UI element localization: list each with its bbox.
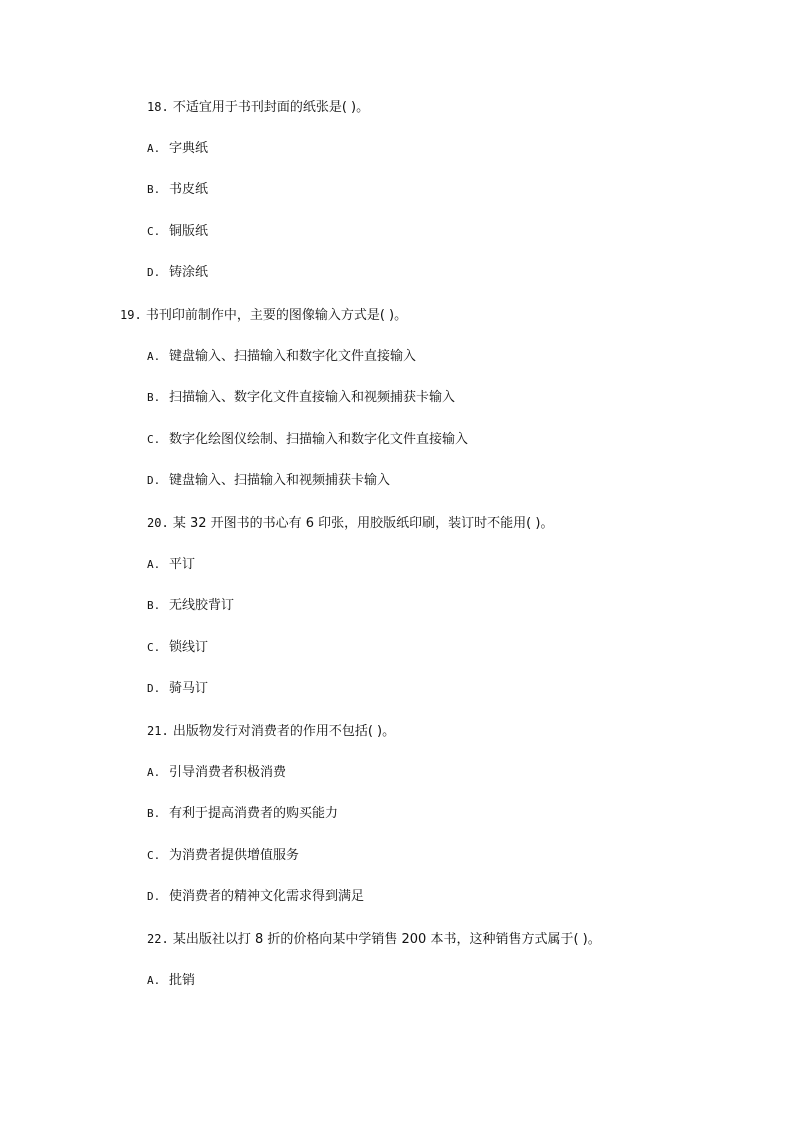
- option-21-b: [147, 806, 338, 822]
- option-text: 为消费者提供增值服务: [169, 848, 300, 863]
- option-text: 键盘输入、扫描输入和视频捕获卡输入: [169, 473, 391, 488]
- option-text: 扫描输入、数字化文件直接输入和视频捕获卡输入: [169, 390, 456, 405]
- option-letter: C.: [147, 433, 161, 446]
- question-number: 19.: [120, 308, 142, 322]
- option-19-a: [147, 349, 416, 365]
- option-letter: D.: [147, 266, 161, 279]
- option-18-a: [147, 141, 208, 157]
- option-text: 铜版纸: [169, 224, 209, 239]
- option-21-a: [147, 765, 286, 781]
- option-letter: C.: [147, 225, 161, 238]
- option-text: 引导消费者积极消费: [169, 765, 287, 780]
- option-letter: A.: [147, 558, 161, 571]
- option-21-c: [147, 848, 299, 864]
- question-20: [147, 515, 553, 532]
- option-letter: A.: [147, 142, 161, 155]
- option-letter: B.: [147, 807, 161, 820]
- question-text: 某 32 开图书的书心有 6 印张，用胶版纸印刷，装订时不能用( )。: [172, 516, 554, 531]
- option-text: 锁线订: [169, 640, 209, 655]
- option-letter: D.: [147, 682, 161, 695]
- question-18: [147, 99, 369, 116]
- option-letter: A.: [147, 350, 161, 363]
- question-text: 不适宜用于书刊封面的纸张是( )。: [172, 100, 370, 115]
- option-21-d: [147, 889, 364, 905]
- option-letter: B.: [147, 183, 161, 196]
- option-20-c: [147, 640, 208, 656]
- question-number: 21.: [147, 724, 169, 738]
- question-21: [147, 723, 395, 740]
- option-text: 键盘输入、扫描输入和数字化文件直接输入: [169, 349, 417, 364]
- question-text: 某出版社以打 8 折的价格向某中学销售 200 本书，这种销售方式属于( )。: [172, 932, 601, 947]
- option-18-c: [147, 224, 208, 240]
- option-letter: C.: [147, 849, 161, 862]
- option-22-a: [147, 973, 195, 989]
- option-text: 铸涂纸: [169, 265, 209, 280]
- option-letter: D.: [147, 474, 161, 487]
- question-number: 22.: [147, 932, 169, 946]
- option-text: 使消费者的精神文化需求得到满足: [169, 889, 365, 904]
- option-letter: B.: [147, 599, 161, 612]
- question-text: 书刊印前制作中，主要的图像输入方式是( )。: [145, 308, 408, 323]
- option-text: 平订: [169, 557, 196, 572]
- option-19-b: [147, 390, 455, 406]
- option-text: 字典纸: [169, 141, 209, 156]
- question-number: 20.: [147, 516, 169, 530]
- option-letter: D.: [147, 890, 161, 903]
- option-letter: C.: [147, 641, 161, 654]
- option-18-b: [147, 182, 208, 198]
- option-20-a: [147, 557, 195, 573]
- option-20-b: [147, 598, 234, 614]
- option-text: 有利于提高消费者的购买能力: [169, 806, 339, 821]
- option-text: 无线胶背订: [169, 598, 235, 613]
- option-text: 书皮纸: [169, 182, 209, 197]
- option-text: 数字化绘图仪绘制、扫描输入和数字化文件直接输入: [169, 432, 469, 447]
- option-text: 骑马订: [169, 681, 209, 696]
- option-19-d: [147, 473, 390, 489]
- option-text: 批销: [169, 973, 196, 988]
- question-text: 出版物发行对消费者的作用不包括( )。: [172, 724, 396, 739]
- option-letter: A.: [147, 974, 161, 987]
- question-19: [120, 307, 407, 324]
- question-number: 18.: [147, 100, 169, 114]
- option-letter: A.: [147, 766, 161, 779]
- option-18-d: [147, 265, 208, 281]
- option-19-c: [147, 432, 468, 448]
- question-22: [147, 931, 601, 948]
- option-letter: B.: [147, 391, 161, 404]
- option-20-d: [147, 681, 208, 697]
